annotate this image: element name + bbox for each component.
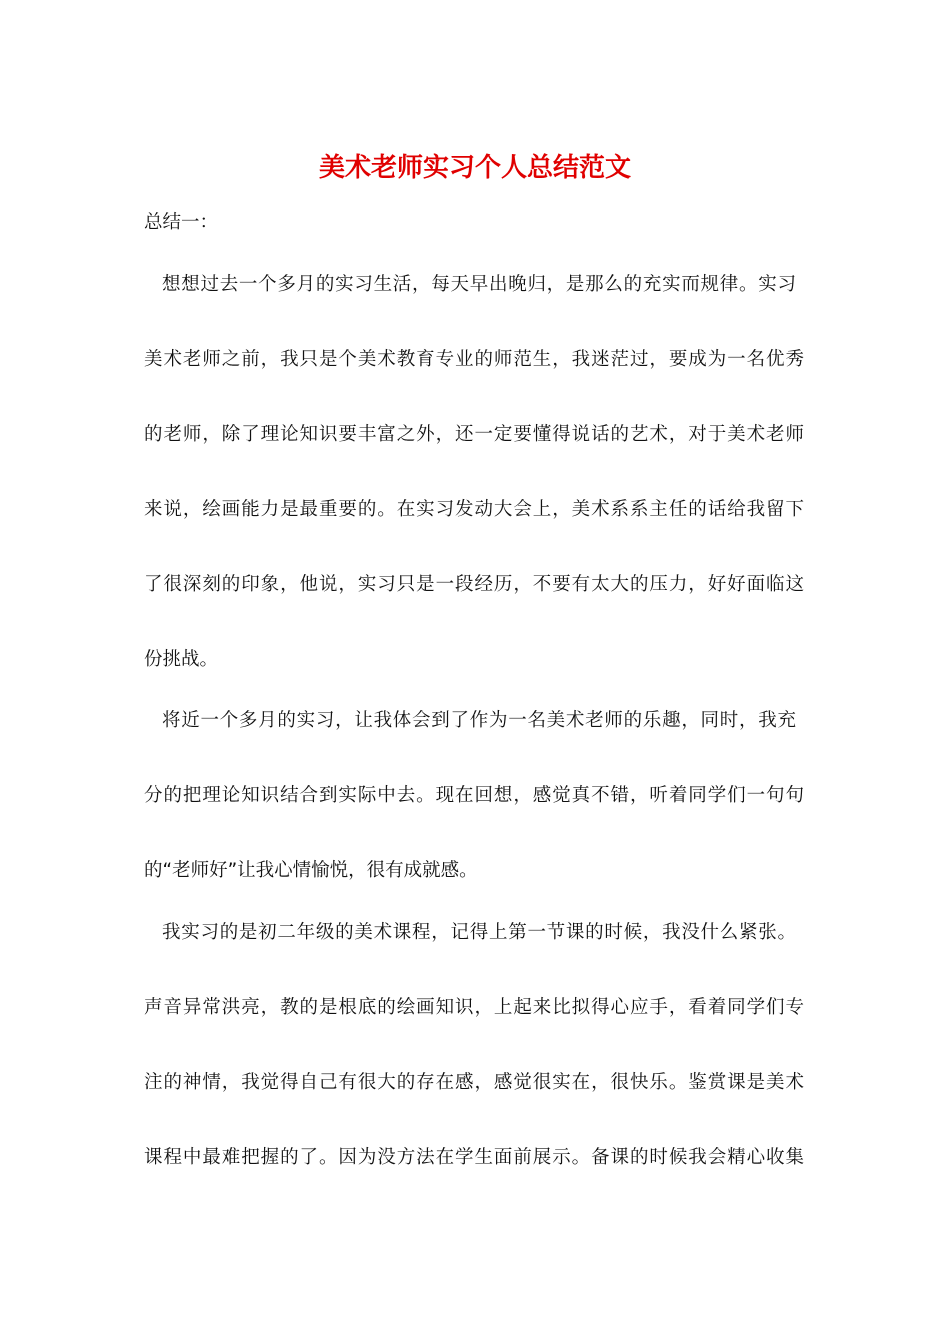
document-title: 美术老师实习个人总结范文: [318, 153, 631, 183]
paragraph-line: 的“老师好”让我心情愉悦，很有成就感。: [144, 860, 478, 881]
paragraph-line: 我实习的是初二年级的美术课程，记得上第一节课的时候，我没什么紧张。: [162, 922, 796, 943]
paragraph-line: 声音异常洪亮，教的是根底的绘画知识，上起来比拟得心应手，看着同学们专: [144, 997, 804, 1018]
paragraph-line: 想想过去一个多月的实习生活，每天早出晚归，是那么的充实而规律。实习: [162, 274, 796, 295]
section-heading: 总结一：: [144, 212, 219, 233]
paragraph-line: 将近一个多月的实习，让我体会到了作为一名美术老师的乐趣，同时，我充: [162, 710, 796, 731]
paragraph-line: 分的把理论知识结合到实际中去。现在回想，感觉真不错，听着同学们一句句: [144, 785, 804, 806]
paragraph-line: 的老师，除了理论知识要丰富之外，还一定要懂得说话的艺术，对于美术老师: [144, 424, 804, 445]
paragraph-line: 注的神情，我觉得自己有很大的存在感，感觉很实在，很快乐。鉴赏课是美术: [144, 1072, 804, 1093]
paragraph-line: 课程中最难把握的了。因为没方法在学生面前展示。备课的时候我会精心收集: [144, 1147, 804, 1168]
paragraph-line: 份挑战。: [144, 649, 219, 670]
paragraph-line: 来说，绘画能力是最重要的。在实习发动大会上，美术系系主任的话给我留下: [144, 499, 804, 520]
paragraph-line: 了很深刻的印象，他说，实习只是一段经历，不要有太大的压力，好好面临这: [144, 574, 804, 595]
paragraph-line: 美术老师之前，我只是个美术教育专业的师范生，我迷茫过，要成为一名优秀: [144, 349, 804, 370]
